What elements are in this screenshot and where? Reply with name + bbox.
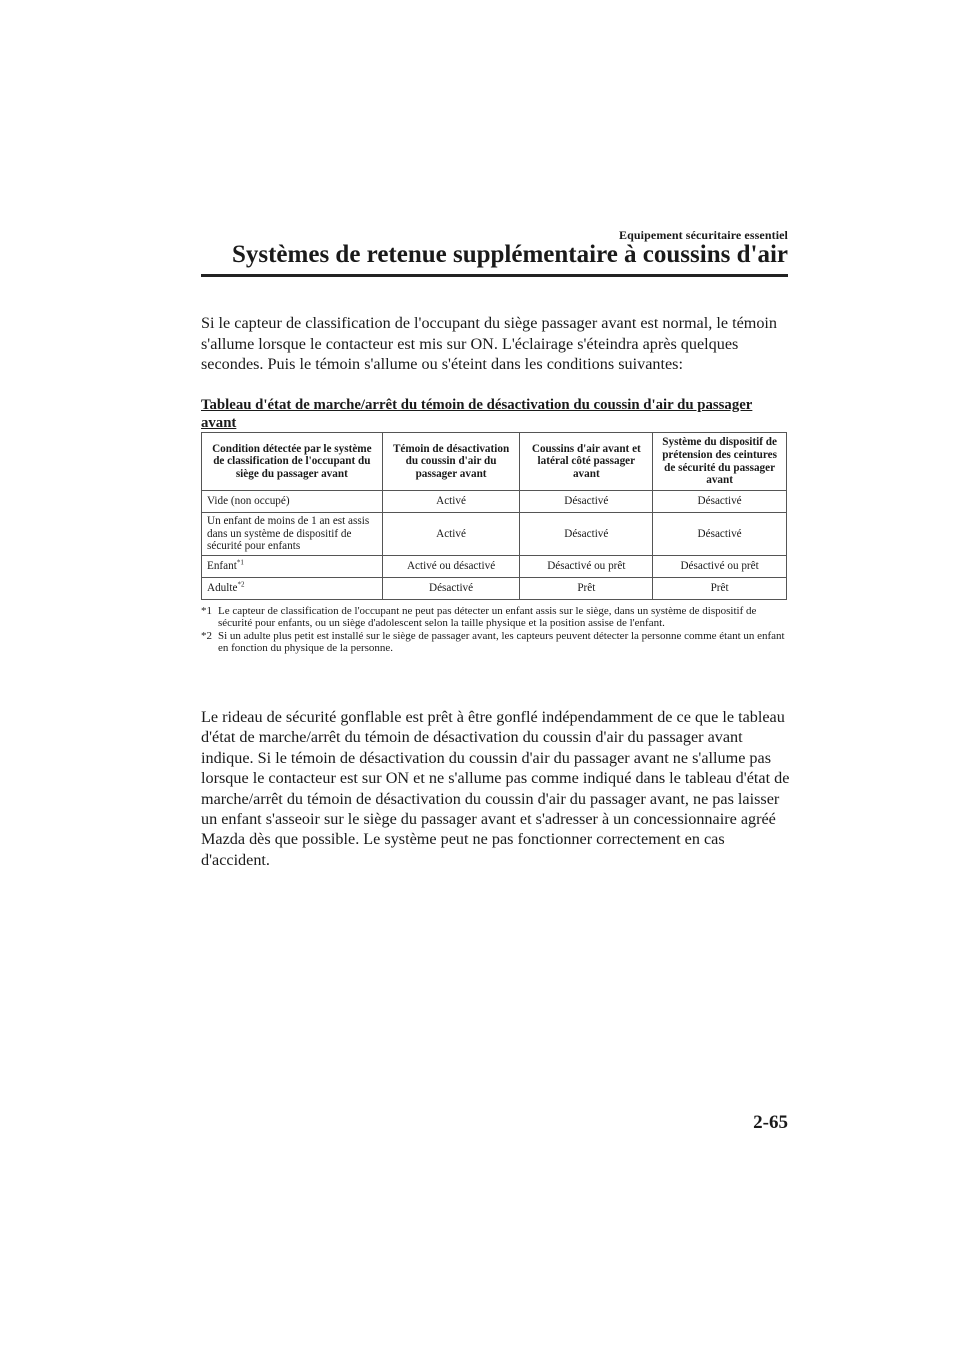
header-airbags: Coussins d'air avant et latéral côté passager avant <box>520 433 653 491</box>
row-pretensioner: Désactivé ou prêt <box>653 555 787 577</box>
table-header-row <box>202 433 787 491</box>
row-indicator: Désactivé <box>382 577 520 599</box>
header-indicator: Témoin de désactivation du coussin d'air du passager avant <box>382 433 520 491</box>
table-row <box>202 491 787 513</box>
row-condition: Un enfant de moins de 1 an est assis dans un système de dispositif de sécurité pour enfants <box>202 513 383 556</box>
footnotes <box>201 605 791 655</box>
header-condition: Condition détectée par le système de classification de l'occupant du siège du passager avant <box>202 433 383 491</box>
row-indicator: Activé <box>382 491 520 513</box>
footnote-ref: *2 <box>237 580 245 589</box>
row-condition: Enfant$^{*1}$ <box>202 555 383 577</box>
status-table <box>201 432 787 600</box>
row-condition: Adulte$^{*2}$ <box>202 577 383 599</box>
row-pretensioner: Désactivé <box>653 491 787 513</box>
section-label: Equipement sécuritaire essentiel <box>619 228 788 242</box>
row-indicator: Activé <box>382 513 520 556</box>
row-airbags: Désactivé <box>520 513 653 556</box>
footnote-text: Si un adulte plus petit est installé sur le siège de passager avant, les capteurs peuvent détecter la personne comme étant un enfant en fonction du physique de la personne. <box>218 629 785 655</box>
table-title: Tableau d'état de marche/arrêt du témoin de désactivation du coussin d'air du passager avant <box>201 397 753 432</box>
row-condition: Vide (non occupé) <box>202 491 383 513</box>
body-paragraph: Le rideau de sécurité gonflable est prêt à être gonflé indépendamment de ce que le tableau d'état de marche/arrêt du témoin de désactivation du coussin d'air du passager avant indique. Si le témoin de désactivation du coussin d'air du passager avant ne s'allume pas lorsque le contacteur est sur ON et ne s'allume pas comme indiqué dans le tableau d'état de marche/arrêt du témoin de désactivation du coussin d'air du passager avant, ne pas laisser un enfant s'asseoir sur le siège du passager avant et s'adresser à un concessionnaire agréé Mazda dès que possible. Le système peut ne pas fonctionner correctement en cas d'accident. <box>201 708 790 869</box>
row-indicator: Activé ou désactivé <box>382 555 520 577</box>
intro-paragraph: Si le capteur de classification de l'occupant du siège passager avant est normal, le témoin s'allume lorsque le contacteur est mis sur ON. L'éclairage s'éteindra après quelques secondes. Puis le témoin s'allume ou s'éteint dans les conditions suivantes: <box>201 314 778 373</box>
row-airbags: Désactivé <box>520 491 653 513</box>
row-airbags: Désactivé ou prêt <box>520 555 653 577</box>
footnote-text: Le capteur de classification de l'occupant ne peut pas détecter un enfant assis sur le siège, dans un système de dispositif de sécurité pour enfants, ou un siège d'adolescent selon la taille physique et la position assise de l'enfant. <box>218 605 757 630</box>
row-pretensioner: Désactivé <box>653 513 787 556</box>
table-row <box>202 577 787 599</box>
footnote-ref: *1 <box>236 558 244 567</box>
row-pretensioner: Prêt <box>653 577 787 599</box>
header-rule <box>201 274 788 277</box>
table-row <box>202 513 787 556</box>
footnote <box>201 605 791 630</box>
chapter-title: Systèmes de retenue supplémentaire à coussins d'air <box>231 241 788 268</box>
page-number: 2-65 <box>753 1112 788 1133</box>
header-pretensioner: Système du dispositif de prétension des ceintures de sécurité du passager avant <box>653 433 787 491</box>
table-row <box>202 555 787 577</box>
footnote-mark: *1 <box>201 605 212 617</box>
footnote-mark: *2 <box>201 629 212 642</box>
footnote <box>201 630 791 655</box>
row-airbags: Prêt <box>520 577 653 599</box>
